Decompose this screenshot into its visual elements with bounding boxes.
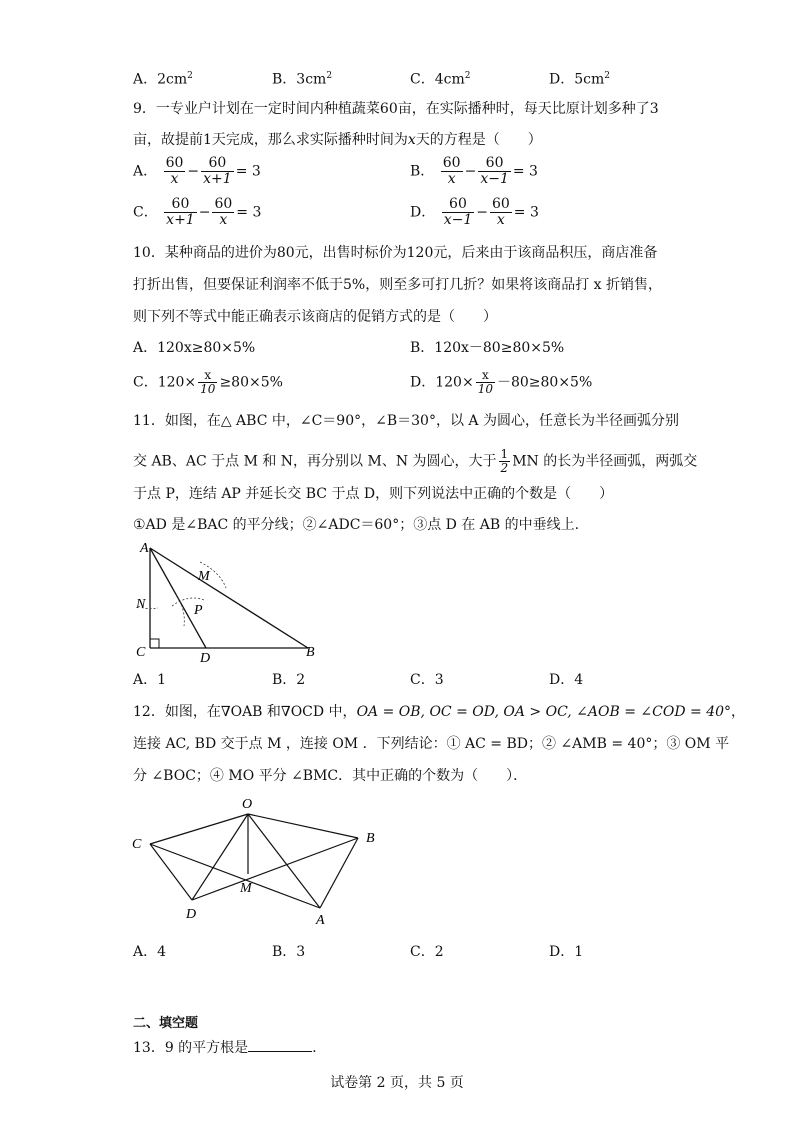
q10-stem-line3: 则下列不等式中能正确表示该商店的促销方式的是（ ） bbox=[133, 309, 497, 325]
q11-option-b: B．2 bbox=[272, 672, 306, 688]
q9-option-d: D． $\frac{60}{x-1}$ − $\frac{60}{x}$ = 3 bbox=[410, 196, 539, 228]
q11-option-a: A．1 bbox=[133, 672, 167, 688]
q8-option-c: C．$4cm^2$ bbox=[410, 71, 471, 88]
fig11-label-a: A bbox=[140, 541, 149, 556]
fig11-label-d: D bbox=[200, 651, 211, 666]
fig12-label-a: A bbox=[316, 913, 325, 928]
fig11-label-m: M bbox=[198, 569, 210, 584]
q12-option-c: C．2 bbox=[410, 944, 444, 960]
q12-option-a: A．4 bbox=[133, 944, 167, 960]
q11-option-d: D．4 bbox=[549, 672, 584, 688]
q10-option-d: D．120× $\frac{x}{10}$ －80≥80×5% bbox=[410, 368, 593, 396]
q11-triangle-figure bbox=[128, 538, 328, 666]
q13-stem: 13．9 的平方根是 . bbox=[133, 1040, 317, 1056]
q13-answer-blank bbox=[248, 1039, 312, 1052]
q10-stem-line2: 打折出售，但要保证利润率不低于5%，则至多可打几折？如果将该商品打 x 折销售， bbox=[133, 277, 663, 293]
q9-option-c: C． $\frac{60}{x+1}$ − $\frac{60}{x}$ = 3 bbox=[133, 196, 262, 228]
q9-stem-line2: 亩，故提前1天完成，那么求实际播种时间为x天的方程是（ ） bbox=[133, 132, 542, 148]
q8-option-a: A．$2cm^2$ bbox=[133, 71, 193, 88]
section-title-fill-in: 二、填空题 bbox=[133, 1016, 199, 1031]
fig11-label-c: C bbox=[136, 645, 146, 660]
fig11-label-b: B bbox=[306, 645, 315, 660]
fig12-label-d: D bbox=[186, 907, 197, 922]
fig12-label-o: O bbox=[242, 797, 253, 812]
q9-option-a: A． $\frac{60}{x}$ − $\frac{60}{x+1}$ = 3 bbox=[133, 155, 261, 187]
q8-option-d: D．$5cm^2$ bbox=[549, 71, 610, 88]
q11-stem-line3: 于点 P，连结 AP 并延长交 BC 于点 D，则下列说法中正确的个数是（ ） bbox=[133, 486, 614, 502]
q12-option-b: B．3 bbox=[272, 944, 306, 960]
q9-option-b: B． $\frac{60}{x}$ − $\frac{60}{x-1}$ = 3 bbox=[410, 155, 538, 187]
page-footer: 试卷第 2 页，共 5 页 bbox=[330, 1075, 464, 1091]
q9-stem-line1: 9．一专业户计划在一定时间内种植蔬菜60亩，在实际播种时，每天比原计划多种了3 bbox=[133, 101, 659, 117]
q12-stem-line1: 12．如图，在∇OAB 和∇OCD 中，OA = OB, OC = OD, OA > OC, ∠AOB = ∠COD = 40°， bbox=[133, 704, 746, 720]
fig12-label-c: C bbox=[132, 837, 142, 852]
q8-option-b: B．$3cm^2$ bbox=[272, 71, 333, 88]
q10-stem-line1: 10．某种商品的进价为80元，出售时标价为120元，后来由于该商品积压，商店准备 bbox=[133, 245, 658, 261]
q12-stem-line3: 分 ∠BOC；④ MO 平分 ∠BMC．其中正确的个数为（ ）． bbox=[133, 768, 528, 784]
q11-stem-line4: ①AD 是∠BAC 的平分线；②∠ADC＝60°；③点 D 在 AB 的中垂线上. bbox=[133, 517, 580, 533]
q11-stem-line1: 11．如图，在△ ABC 中，∠C＝90°，∠B＝30°，以 A 为圆心，任意长为半径画弧分别 bbox=[133, 413, 679, 429]
fig12-label-m: M bbox=[240, 881, 252, 896]
q11-option-c: C．3 bbox=[410, 672, 444, 688]
q12-option-d: D．1 bbox=[549, 944, 584, 960]
fig11-label-p: P bbox=[194, 603, 203, 618]
q12-quadrilateral-figure bbox=[128, 792, 380, 928]
fig12-label-b: B bbox=[366, 831, 375, 846]
q10-option-b: B．120x－80≥80×5% bbox=[410, 340, 565, 356]
q12-stem-line2: 连接 AC, BD 交于点 M ，连接 OM ．下列结论：① AC = BD；② ∠AMB = 40°；③ OM 平 bbox=[133, 736, 730, 752]
fig11-label-n: N bbox=[136, 597, 146, 612]
q11-stem-line2: 交 AB、AC 于点 M 和 N，再分别以 M、N 为圆心，大于 $\frac{1}{2}$ MN 的长为半径画弧，两弧交 bbox=[133, 447, 698, 475]
q10-option-a: A．120x≥80×5% bbox=[133, 340, 256, 356]
q10-option-c: C．120× $\frac{x}{10}$ ≥80×5% bbox=[133, 368, 283, 396]
